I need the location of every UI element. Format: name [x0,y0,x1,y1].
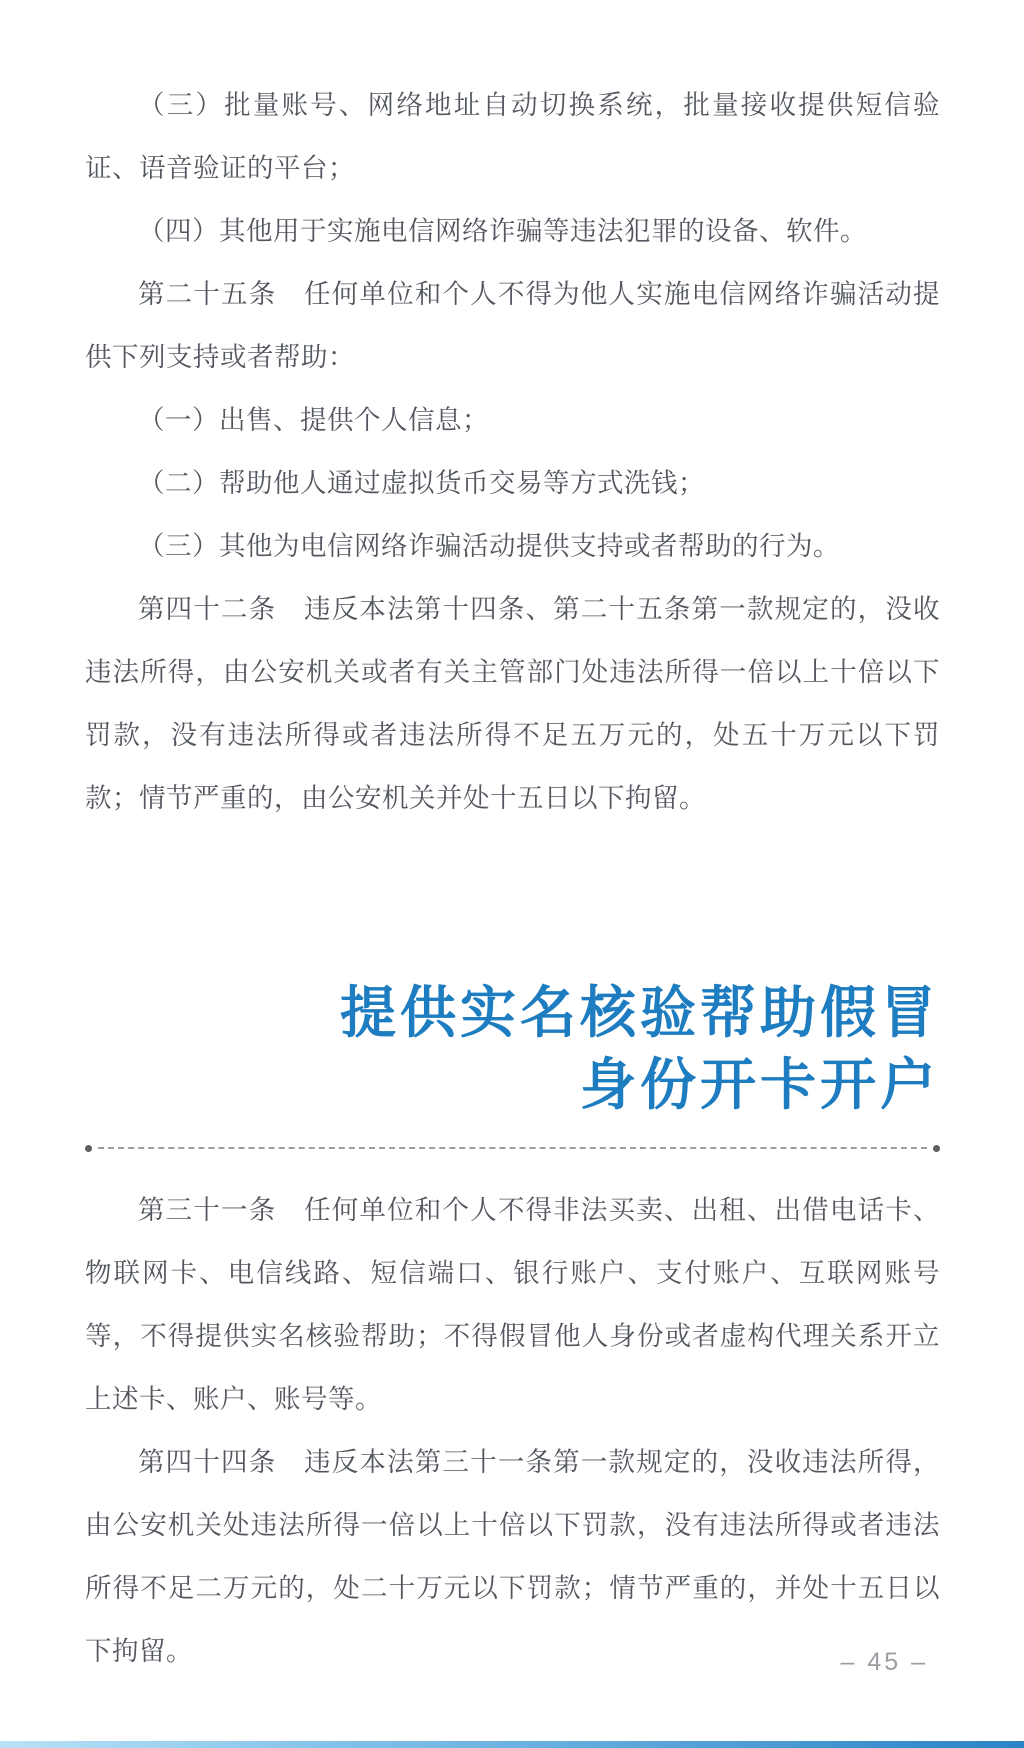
divider-dot-left [85,1145,92,1152]
law-text-section-2 [85,1179,940,1683]
bottom-accent-bar [0,1741,1024,1748]
paragraph-item-3: （三）批量账号、网络地址自动切换系统，批量接收提供短信验证、语音验证的平台； [85,90,940,183]
paragraph-subitem-3: （三）其他为电信网络诈骗活动提供支持或者帮助的行为。 [138,531,840,561]
chapter-heading-line1: 提供实名核验帮助假冒 [340,981,940,1044]
chapter-heading [85,977,940,1121]
law-text-section-1 [85,74,940,830]
paragraph-article-44: 第四十四条 违反本法第三十一条第一款规定的，没收违法所得，由公安机关处违法所得一倍以上十倍以下罚款，没有违法所得或者违法所得不足二万元的，处二十万元以下罚款；情节严重的，并处十五日以下拘留。 [85,1447,940,1666]
divider-dash-line [98,1147,927,1149]
chapter-heading-line2: 身份开卡开户 [580,1053,940,1116]
page-content [85,74,940,1683]
paragraph-subitem-1: （一）出售、提供个人信息； [138,405,489,435]
paragraph-article-42: 第四十二条 违反本法第十四条、第二十五条第一款规定的，没收违法所得，由公安机关或者有关主管部门处违法所得一倍以上十倍以下罚款，没有违法所得或者违法所得不足五万元的，处五十万元以下罚款；情节严重的，由公安机关并处十五日以下拘留。 [85,594,940,813]
paragraph-item-4: （四）其他用于实施电信网络诈骗等违法犯罪的设备、软件。 [138,216,867,246]
dashed-divider [85,1143,940,1153]
divider-dot-right [933,1145,940,1152]
page-number: – 45 – [840,1648,928,1676]
paragraph-subitem-2: （二）帮助他人通过虚拟货币交易等方式洗钱； [138,468,705,498]
paragraph-article-25: 第二十五条 任何单位和个人不得为他人实施电信网络诈骗活动提供下列支持或者帮助： [85,279,940,372]
paragraph-article-31: 第三十一条 任何单位和个人不得非法买卖、出租、出借电话卡、物联网卡、电信线路、短信端口、银行账户、支付账户、互联网账号等，不得提供实名核验帮助；不得假冒他人身份或者虚构代理关系开立上述卡、账户、账号等。 [85,1195,940,1414]
